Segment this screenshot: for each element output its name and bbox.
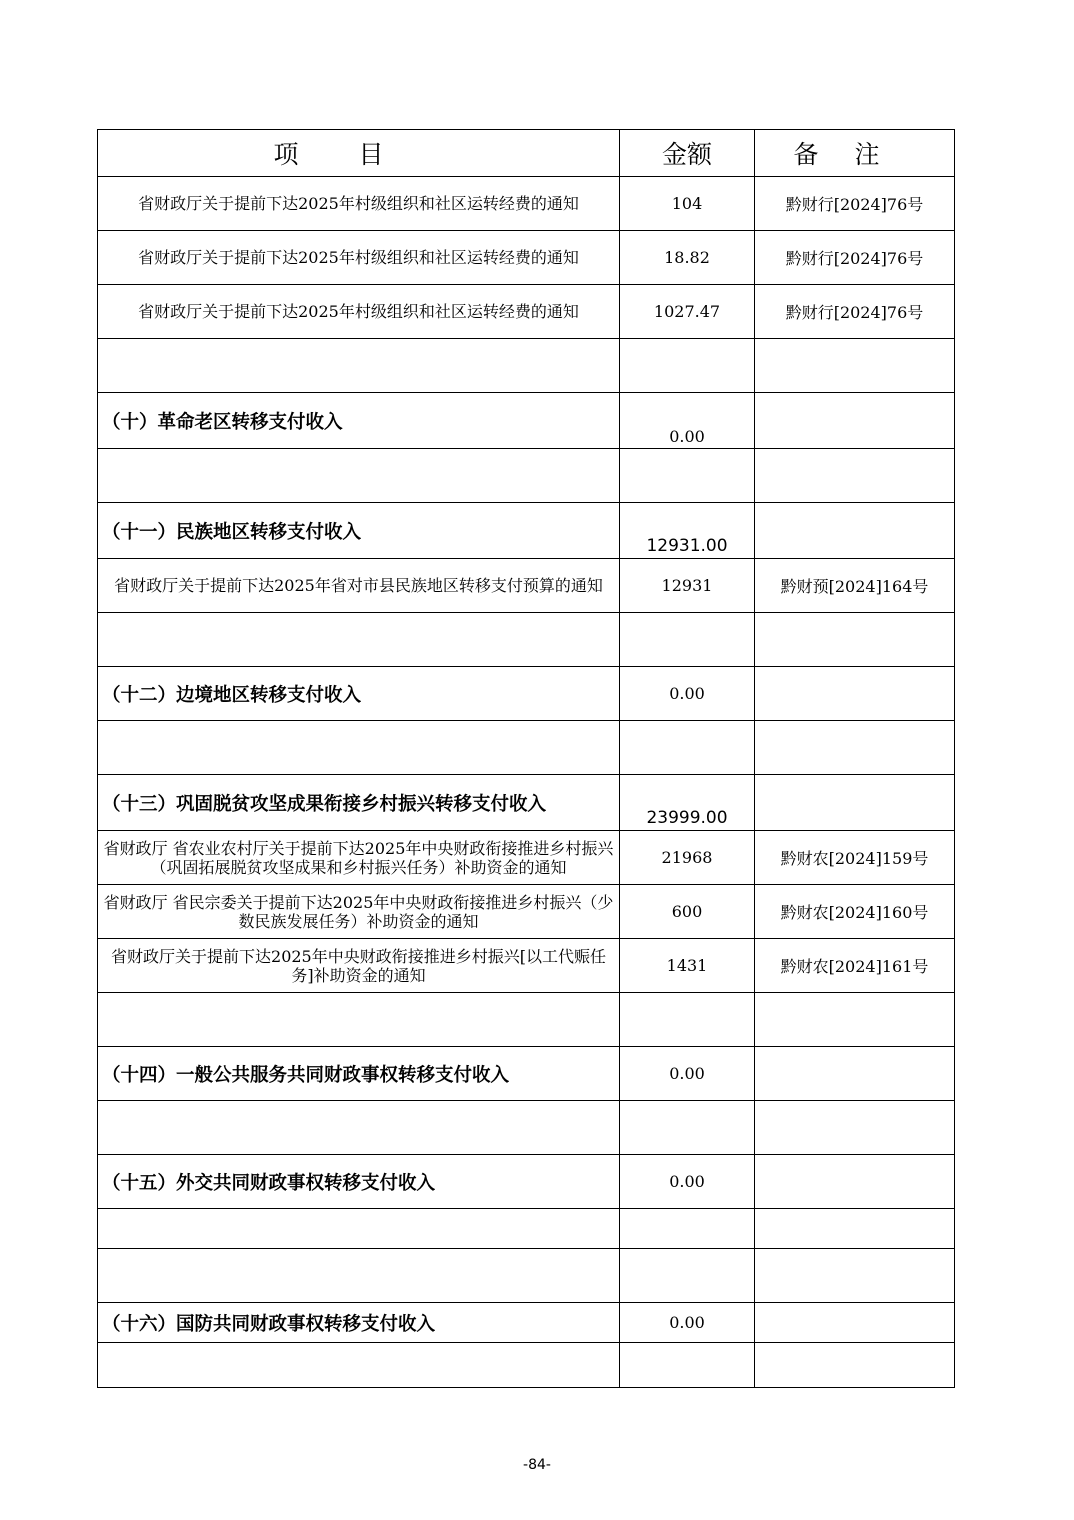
section-title: （十四）一般公共服务共同财政事权转移支付收入 <box>98 1047 620 1101</box>
row-amount <box>620 1101 755 1155</box>
row-item <box>98 1249 620 1303</box>
row-note <box>755 449 955 503</box>
row-item: 省财政厅关于提前下达2025年村级组织和社区运转经费的通知 <box>98 231 620 285</box>
row-note <box>755 1343 955 1388</box>
table-row-empty <box>98 1343 955 1388</box>
section-row <box>98 503 955 559</box>
row-amount <box>620 613 755 667</box>
row-amount: 600 <box>620 885 755 939</box>
row-item <box>98 449 620 503</box>
section-title: （十三）巩固脱贫攻坚成果衔接乡村振兴转移支付收入 <box>98 775 620 831</box>
table-row <box>98 231 955 285</box>
section-title: （十一）民族地区转移支付收入 <box>98 503 620 559</box>
row-amount: 1027.47 <box>620 285 755 339</box>
table-row-empty <box>98 993 955 1047</box>
row-amount <box>620 1343 755 1388</box>
row-note <box>755 721 955 775</box>
section-row <box>98 775 955 831</box>
table-row <box>98 559 955 613</box>
row-note <box>755 667 955 721</box>
row-amount <box>620 1249 755 1303</box>
table-row <box>98 885 955 939</box>
row-item <box>98 1343 620 1388</box>
table-row-empty <box>98 339 955 393</box>
row-note <box>755 1101 955 1155</box>
section-title: （十六）国防共同财政事权转移支付收入 <box>98 1303 620 1343</box>
row-note <box>755 613 955 667</box>
row-item <box>98 339 620 393</box>
page-number: -84- <box>523 1457 551 1473</box>
section-row <box>98 1155 955 1209</box>
row-note: 黔财行[2024]76号 <box>755 285 955 339</box>
row-item: 省财政厅关于提前下达2025年中央财政衔接推进乡村振兴[以工代赈任务]补助资金的通知 <box>98 939 620 993</box>
row-item <box>98 1101 620 1155</box>
table-row <box>98 831 955 885</box>
row-amount: 1431 <box>620 939 755 993</box>
section-row <box>98 1047 955 1101</box>
row-note: 黔财农[2024]161号 <box>755 939 955 993</box>
row-amount: 21968 <box>620 831 755 885</box>
table-row-empty <box>98 1101 955 1155</box>
row-item: 省财政厅 省农业农村厅关于提前下达2025年中央财政衔接推进乡村振兴（巩固拓展脱贫攻坚成果和乡村振兴任务）补助资金的通知 <box>98 831 620 885</box>
row-amount: 12931 <box>620 559 755 613</box>
row-note <box>755 775 955 831</box>
row-amount <box>620 449 755 503</box>
row-item <box>98 993 620 1047</box>
header-item: 项目 <box>98 130 620 177</box>
table-row <box>98 177 955 231</box>
row-item: 省财政厅关于提前下达2025年省对市县民族地区转移支付预算的通知 <box>98 559 620 613</box>
table-row-empty <box>98 1249 955 1303</box>
row-note <box>755 1047 955 1101</box>
section-amount: 0.00 <box>620 1047 755 1101</box>
row-item: 省财政厅 省民宗委关于提前下达2025年中央财政衔接推进乡村振兴（少数民族发展任务）补助资金的通知 <box>98 885 620 939</box>
row-item: 省财政厅关于提前下达2025年村级组织和社区运转经费的通知 <box>98 285 620 339</box>
row-note: 黔财预[2024]164号 <box>755 559 955 613</box>
header-note: 备注 <box>755 130 955 177</box>
row-note <box>755 503 955 559</box>
table-row <box>98 939 955 993</box>
table-row-empty <box>98 449 955 503</box>
row-note <box>755 393 955 449</box>
row-item <box>98 1209 620 1249</box>
row-note <box>755 339 955 393</box>
table-row-empty <box>98 1209 955 1249</box>
transfer-income-table <box>97 129 955 1388</box>
section-amount: 0.00 <box>620 393 755 449</box>
row-note <box>755 1209 955 1249</box>
section-amount: 23999.00 <box>620 775 755 831</box>
row-note: 黔财农[2024]159号 <box>755 831 955 885</box>
row-item: 省财政厅关于提前下达2025年村级组织和社区运转经费的通知 <box>98 177 620 231</box>
row-note <box>755 1155 955 1209</box>
section-title: （十）革命老区转移支付收入 <box>98 393 620 449</box>
section-title: （十五）外交共同财政事权转移支付收入 <box>98 1155 620 1209</box>
section-amount: 0.00 <box>620 1155 755 1209</box>
section-amount: 12931.00 <box>620 503 755 559</box>
row-amount <box>620 1209 755 1249</box>
section-row <box>98 1303 955 1343</box>
row-note: 黔财行[2024]76号 <box>755 231 955 285</box>
row-note <box>755 1249 955 1303</box>
row-amount <box>620 993 755 1047</box>
section-amount: 0.00 <box>620 667 755 721</box>
section-title: （十二）边境地区转移支付收入 <box>98 667 620 721</box>
row-amount: 104 <box>620 177 755 231</box>
row-amount <box>620 339 755 393</box>
header-amount: 金额 <box>620 130 755 177</box>
row-note <box>755 993 955 1047</box>
row-note: 黔财农[2024]160号 <box>755 885 955 939</box>
section-row <box>98 667 955 721</box>
row-item <box>98 721 620 775</box>
row-item <box>98 613 620 667</box>
row-note: 黔财行[2024]76号 <box>755 177 955 231</box>
table-row-empty <box>98 613 955 667</box>
section-amount: 0.00 <box>620 1303 755 1343</box>
row-amount: 18.82 <box>620 231 755 285</box>
row-note <box>755 1303 955 1343</box>
section-row <box>98 393 955 449</box>
table-row-empty <box>98 721 955 775</box>
table-header-row <box>98 130 955 177</box>
table-row <box>98 285 955 339</box>
row-amount <box>620 721 755 775</box>
